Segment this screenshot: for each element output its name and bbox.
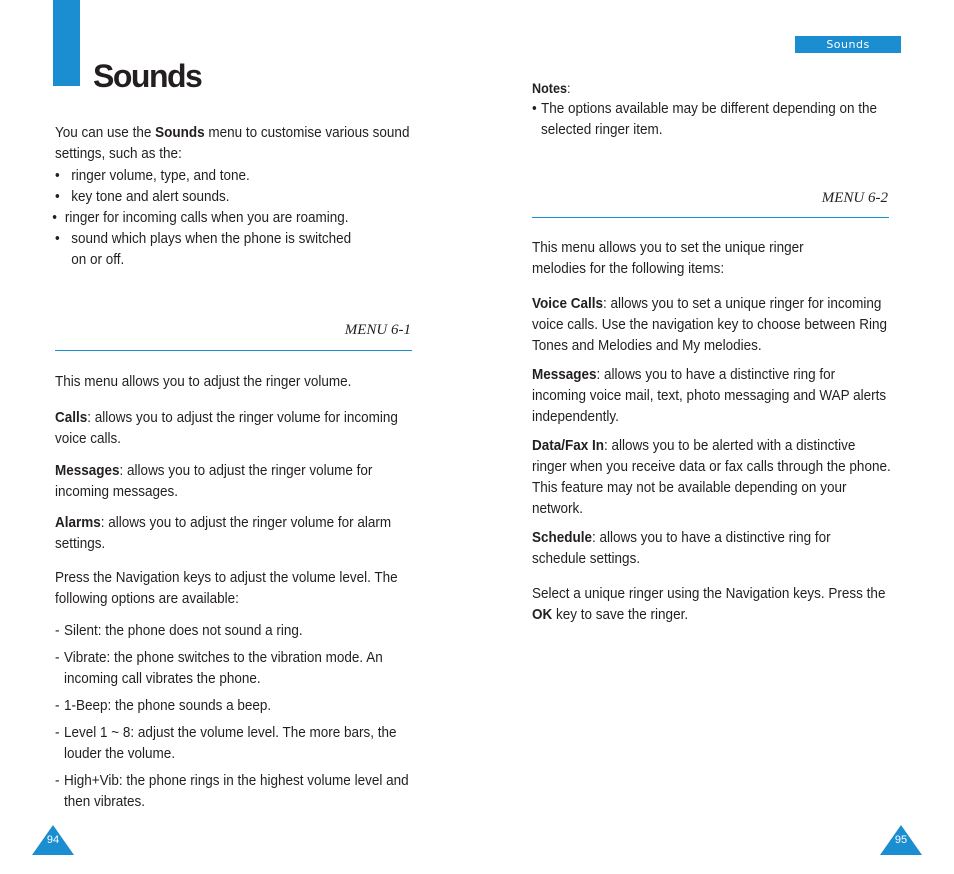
item-term: Messages (55, 462, 120, 479)
list-item: • The options available may be different depending on the selected ringer item. (532, 100, 877, 138)
item-term: Schedule (532, 529, 593, 546)
item-messages (55, 460, 415, 502)
header-section-tag: Sounds (795, 36, 901, 53)
section-divider (532, 217, 889, 218)
press-text: Press the Navigation keys to adjust the volume level. The following options are available: (55, 569, 398, 607)
section-divider (55, 350, 412, 351)
item-term: Data/Fax In (532, 437, 605, 454)
item-desc: : allows you to adjust the ringer volume for alarm settings. (55, 514, 392, 552)
item-desc: : allows you to have a distinctive ring for schedule settings. (532, 529, 831, 567)
list-item: • sound which plays when the phone is switched on or off. (55, 230, 352, 268)
item-data-fax-in (532, 435, 892, 519)
section-intro-text: This menu allows you to adjust the ringer volume. (55, 373, 352, 390)
page-title: Sounds (93, 58, 202, 94)
item-term: Calls (55, 409, 88, 426)
item-desc: : allows you to be alerted with a distinctive ringer when you receive data or fax calls through the phone. This feature may not be available depending on your network. (532, 437, 891, 517)
section-intro-text: This menu allows you to set the unique ringer melodies for the following items: (532, 239, 804, 277)
intro-block (55, 122, 415, 164)
item-desc: : allows you to adjust the ringer volume for incoming voice calls. (55, 409, 398, 447)
item-messages (532, 364, 892, 427)
item-term: Alarms (55, 514, 101, 531)
option-list (55, 620, 417, 812)
item-desc: : allows you to adjust the ringer volume for incoming messages. (55, 462, 373, 500)
item-term: Messages (532, 366, 597, 383)
press-paragraph (55, 567, 415, 609)
notes-block (532, 78, 892, 99)
list-item: • ringer volume, type, and tone. (55, 167, 250, 184)
list-item: - 1-Beep: the phone sounds a beep. (55, 697, 272, 714)
intro-paragraph: You can use the Sounds menu to customise various sound settings, such as the: (55, 124, 410, 162)
item-voice-calls (532, 293, 892, 356)
menu-label: MENU 6-1 (344, 322, 411, 338)
intro-bullet-list (52, 165, 415, 270)
item-alarms (55, 512, 408, 554)
notes-heading: Notes: (532, 80, 571, 96)
section-color-bar (53, 0, 80, 86)
page-number: 94 (46, 834, 60, 846)
section-intro (55, 371, 415, 392)
menu-label: MENU 6-2 (821, 190, 888, 206)
section-intro (532, 237, 852, 279)
item-calls (55, 407, 408, 449)
list-item: • ringer for incoming calls when you are roaming. (52, 209, 349, 226)
page-number: 95 (894, 834, 908, 846)
item-schedule (532, 527, 885, 569)
list-item: - Level 1 ~ 8: adjust the volume level. The more bars, the louder the volume. (55, 724, 397, 762)
notes-list (532, 98, 888, 140)
list-item: - High+Vib: the phone rings in the highest volume level and then vibrates. (55, 772, 409, 810)
ok-key-label: OK (532, 606, 553, 623)
select-paragraph: Select a unique ringer using the Navigation keys. Press the OK key to save the ringer. (532, 585, 886, 623)
list-item: - Vibrate: the phone switches to the vibration mode. An incoming call vibrates the phone. (55, 649, 383, 687)
item-desc: : allows you to have a distinctive ring for incoming voice mail, text, photo messaging and WAP alerts independently. (532, 366, 887, 425)
list-item: • key tone and alert sounds. (55, 188, 230, 205)
list-item: - Silent: the phone does not sound a ring. (55, 622, 303, 639)
item-desc: : allows you to set a unique ringer for incoming voice calls. Use the navigation key to choose between Ring Tones and Melodies and My melodies. (532, 295, 887, 354)
item-term: Voice Calls (532, 295, 604, 312)
